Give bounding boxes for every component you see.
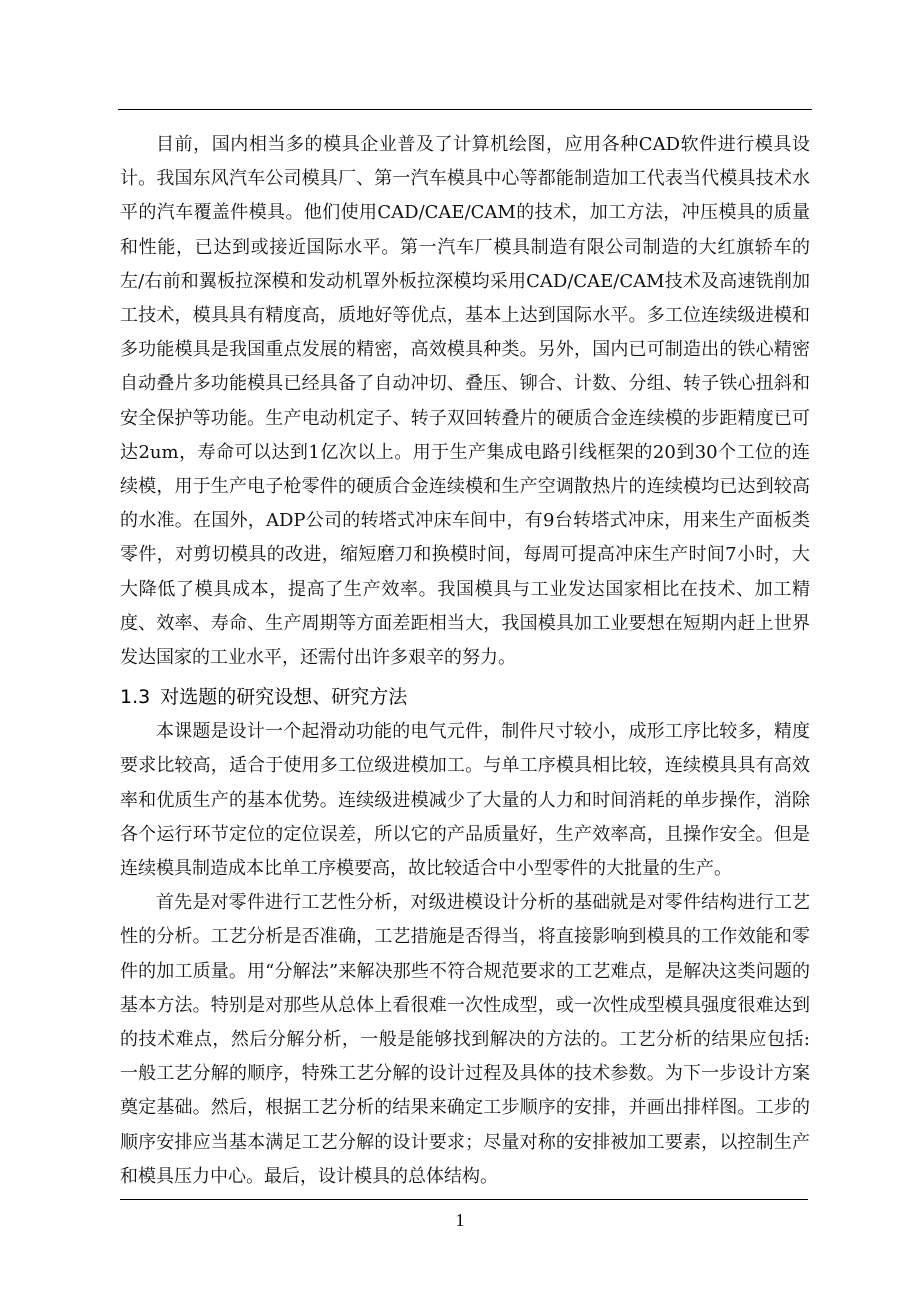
footer-rule: [120, 1199, 808, 1200]
paragraph-process-analysis: 首先是对零件进行工艺性分析，对级进模设计分析的基础就是对零件结构进行工艺性的分析。工艺分析是否准确，工艺措施是否得当，将直接影响到模具的工作效能和零件的加工质量。用“分解法”来解决那些不符合规范要求的工艺难点，是解决这类问题的基本方法。特别是对那些从总体上看很难一次性成型，或一次性成型模具强度很难达到的技术难点，然后分解分析，一般是能够找到解决的方法的。工艺分析的结果应包括:一般工艺分解的顺序，特殊工艺分解的设计过程及具体的技术参数。为下一步设计方案奠定基础。然后，根据工艺分析的结果来确定工步顺序的安排，并画出排样图。工步的顺序安排应当基本满足工艺分解的设计要求；尽量对称的安排被加工要素，以控制生产和模具压力中心。最后，设计模具的总体结构。: [120, 892, 810, 1187]
header-rule: [118, 109, 812, 110]
section-title: 对选题的研究设想、研究方法: [160, 686, 408, 709]
document-body: [120, 128, 810, 1194]
section-heading: [120, 679, 810, 715]
paragraph-domestic-status: 目前，国内相当多的模具企业普及了计算机绘图，应用各种CAD软件进行模具设计。我国东风汽车公司模具厂、第一汽车模具中心等都能制造加工代表当代模具技术水平的汽车覆盖件模具。他们使用CAD/CAE/CAM的技术，加工方法，冲压模具的质量和性能，已达到或接近国际水平。第一汽车厂模具制造有限公司制造的大红旗轿车的左/右前和翼板拉深模和发动机罩外板拉深模均采用CAD/CAE/CAM技术及高速铣削加工技术，模具具有精度高，质地好等优点，基本上达到国际水平。多工位连续级进模和多功能模具是我国重点发展的精密，高效模具种类。另外，国内已可制造出的铁心精密自动叠片多功能模具已经具备了自动冲切、叠压、铆合、计数、分组、转子铁心扭斜和安全保护等功能。生产电动机定子、转子双回转叠片的硬质合金连续模的步距精度已可达2um，寿命可以达到1亿次以上。用于生产集成电路引线框架的20到30个工位的连续模，用于生产电子枪零件的硬质合金连续模和生产空调散热片的连续模均已达到较高的水准。在国外，ADP公司的转塔式冲床车间中，有9台转塔式冲床，用来生产面板类零件，对剪切模具的改进，缩短磨刀和换模时间，每周可提高冲床生产时间7小时，大大降低了模具成本，提高了生产效率。我国模具与工业发达国家相比在技术、加工精度、效率、寿命、生产周期等方面差距相当大，我国模具加工业要想在短期内赶上世界发达国家的工业水平，还需付出许多艰辛的努力。: [120, 134, 810, 669]
paragraph-topic-overview: 本课题是设计一个起滑动功能的电气元件，制件尺寸较小，成形工序比较多，精度要求比较高，适合于使用多工位级进模加工。与单工序模具相比较，连续模具具有高效率和优质生产的基本优势。连续级进模减少了大量的人力和时间消耗的单步操作，消除各个运行环节定位的定位误差，所以它的产品质量好，生产效率高，且操作安全。但是连续模具制造成本比单工序模要高，故比较适合中小型零件的大批量的生产。: [120, 721, 810, 880]
section-number: 1.3: [120, 686, 151, 709]
page-number: 1: [455, 1210, 465, 1230]
